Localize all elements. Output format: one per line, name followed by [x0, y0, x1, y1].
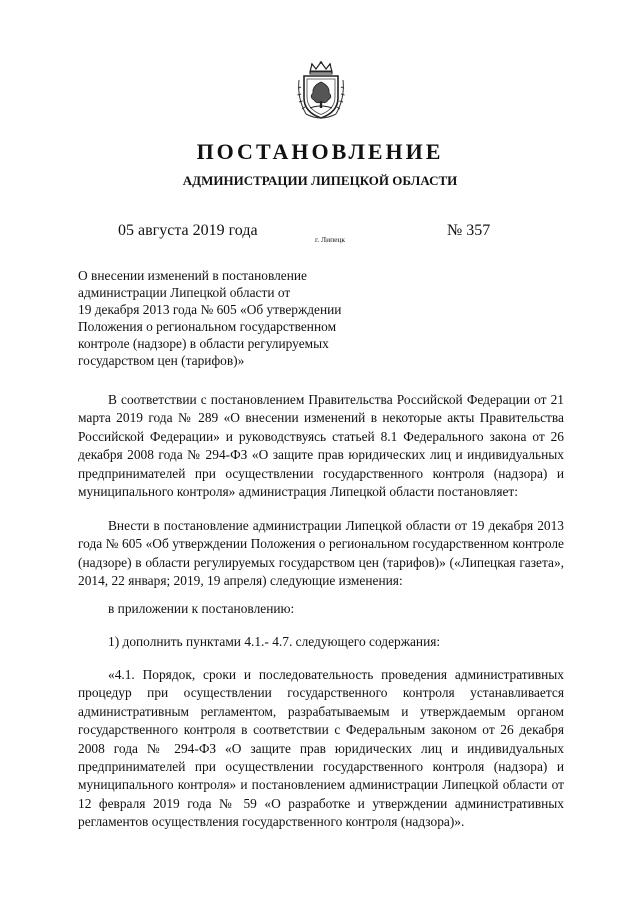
document-heading — [78, 267, 388, 370]
heading-line: государством цен (тарифов)» — [78, 353, 245, 369]
heading-line: 19 декабря 2013 года № 605 «Об утверждении — [78, 302, 342, 318]
body-paragraph: в приложении к постановлению: — [108, 601, 295, 616]
heading-line: контроле (надзоре) в области регулируемых — [78, 336, 329, 352]
document-city: г. Липецк — [315, 235, 346, 244]
document-title: ПОСТАНОВЛЕНИЕ — [196, 139, 444, 164]
body-paragraph: «4.1. Порядок, сроки и последовательность проведения административных процедур при осуществлении государственного контроля устанавливается административным регламентом, разрабатываемым и утверждаемым органом государственного контроля в соответствии с Федеральным законом от 26 декабря 2008 года № 294-ФЗ «О защите прав юридических лиц и индивидуальных предпринимателей при осуществлении государственного контроля (надзора) и муниципального контроля» и постановлением администрации Липецкой области от 12 февраля 2019 года № 59 «О разработке и утверждении административных регламентов осуществления государственного контроля (надзора)». — [78, 667, 564, 830]
body-paragraph: 1) дополнить пунктами 4.1.- 4.7. следующего содержания: — [108, 634, 441, 649]
heading-line: О внесении изменений в постановление — [78, 268, 307, 283]
body-paragraph: В соответствии с постановлением Правительства Российской Федерации от 21 марта 2019 года № 289 «О внесении изменений в некоторые акты Правительства Российской Федерации» и руководствуясь статьей 8.1 Федерального закона от 26 декабря 2008 года № 294-ФЗ «О защите прав юридических лиц и индивидуальных предпринимателей при осуществлении государственного контроля (надзора) и муниципального контроля» администрация Липецкой области постановляет: — [78, 392, 564, 500]
document-date: 05 августа 2019 года — [118, 222, 258, 239]
document-number: № 357 — [447, 222, 491, 239]
heading-line: администрации Липецкой области от — [78, 285, 291, 301]
document-subtitle: АДМИНИСТРАЦИИ ЛИПЕЦКОЙ ОБЛАСТИ — [182, 173, 458, 188]
body-paragraph: Внести в постановление администрации Липецкой области от 19 декабря 2013 года № 605 «Об утверждении Положения о региональном государственном контроле (надзоре) в области регулируемых государством цен (тарифов)» («Липецкая газета», 2014, 22 января; 2019, 19 апреля) следующие изменения: — [78, 518, 564, 589]
heading-line: Положения о региональном государственном — [78, 319, 337, 335]
coat-of-arms-emblem — [296, 60, 346, 122]
